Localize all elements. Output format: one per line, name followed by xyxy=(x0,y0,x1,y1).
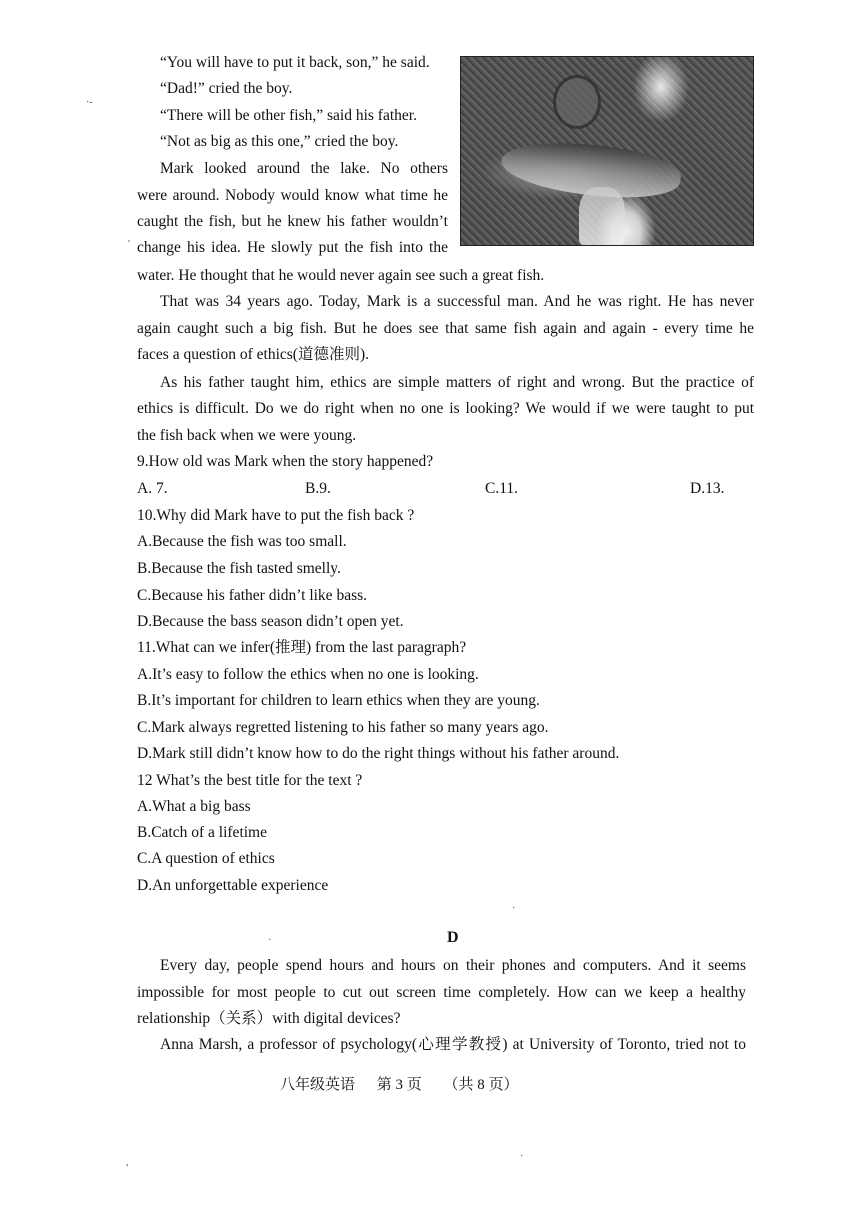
dialogue-line: “You will have to put it back, son,” he said. xyxy=(160,54,430,71)
question-9-option-a[interactable]: A. 7. xyxy=(137,480,168,497)
story-paragraph-line: faces a question of ethics(道德准则). xyxy=(137,346,370,363)
story-paragraph-line: were around. Nobody would know what time he xyxy=(137,187,448,204)
question-11-option-d[interactable]: D.Mark still didn’t know how to do the right things without his father around. xyxy=(137,745,620,762)
story-paragraph-line: water. He thought that he would never again see such a great fish. xyxy=(137,267,545,284)
question-9-option-d[interactable]: D.13. xyxy=(690,480,725,497)
question-9-stem: 9.How old was Mark when the story happened? xyxy=(137,453,434,470)
story-paragraph-line: the fish back when we were young. xyxy=(137,427,357,444)
scan-speck: ' xyxy=(128,239,130,250)
question-11-option-a[interactable]: A.It’s easy to follow the ethics when no one is looking. xyxy=(137,666,479,683)
section-d-paragraph-line: impossible for most people to cut out screen time completely. How can we keep a healthy xyxy=(137,984,746,1001)
question-12-option-b[interactable]: B.Catch of a lifetime xyxy=(137,824,267,841)
scan-speck: · xyxy=(268,935,272,946)
question-12-option-d[interactable]: D.An unforgettable experience xyxy=(137,877,329,894)
footer-total-pages: （共 8 页） xyxy=(443,1077,519,1093)
hand-shape xyxy=(579,187,625,245)
question-10-option-c[interactable]: C.Because his father didn’t like bass. xyxy=(137,587,368,604)
scan-speck: ·- xyxy=(86,97,93,108)
question-11-stem: 11.What can we infer(推理) from the last paragraph? xyxy=(137,639,467,656)
question-11-option-b[interactable]: B.It’s important for children to learn ethics when they are young. xyxy=(137,692,540,709)
question-11-option-c[interactable]: C.Mark always regretted listening to his father so many years ago. xyxy=(137,719,549,736)
dialogue-line: “Not as big as this one,” cried the boy. xyxy=(160,133,399,150)
story-paragraph-line: ethics is difficult. Do we do right when no one is looking? We would if we were taught to put xyxy=(137,400,754,417)
dialogue-line: “There will be other fish,” said his father. xyxy=(160,107,417,124)
question-10-option-d[interactable]: D.Because the bass season didn’t open yet. xyxy=(137,613,404,630)
story-paragraph-line: again caught such a big fish. But he does see that same fish again and again - every time he xyxy=(137,320,754,337)
footer-page-number: 第 3 页 xyxy=(376,1077,422,1093)
story-paragraph-line: caught the fish, but he knew his father wouldn’t xyxy=(137,213,448,230)
question-12-stem: 12 What’s the best title for the text ? xyxy=(137,772,363,789)
section-d-heading: D xyxy=(447,929,459,946)
scan-speck: · xyxy=(512,903,516,914)
question-9-option-c[interactable]: C.11. xyxy=(485,480,519,497)
question-10-stem: 10.Why did Mark have to put the fish back ? xyxy=(137,507,415,524)
scan-speck: · xyxy=(520,1151,524,1162)
boy-holding-fish-photo xyxy=(460,56,754,246)
question-10-option-b[interactable]: B.Because the fish tasted smelly. xyxy=(137,560,341,577)
story-paragraph-line: As his father taught him, ethics are simple matters of right and wrong. But the practice of xyxy=(160,374,754,391)
story-paragraph-line: Mark looked around the lake. No others xyxy=(160,160,448,177)
question-12-option-c[interactable]: C.A question of ethics xyxy=(137,850,275,867)
boy-head-shape xyxy=(553,75,601,129)
question-12-option-a[interactable]: A.What a big bass xyxy=(137,798,251,815)
dialogue-line: “Dad!” cried the boy. xyxy=(160,80,293,97)
page-footer xyxy=(280,1075,537,1095)
scan-speck: , xyxy=(126,1157,129,1168)
story-paragraph-line: change his idea. He slowly put the fish into the xyxy=(137,239,448,256)
question-10-option-a[interactable]: A.Because the fish was too small. xyxy=(137,533,347,550)
section-d-paragraph-line: Anna Marsh, a professor of psychology(心理学教授) at University of Toronto, tried not to xyxy=(160,1036,746,1053)
footer-subject: 八年级英语 xyxy=(280,1077,356,1093)
section-d-paragraph-line: Every day, people spend hours and hours on their phones and computers. And it seems xyxy=(160,957,746,974)
question-9-option-b[interactable]: B.9. xyxy=(305,480,331,497)
section-d-paragraph-line: relationship（关系）with digital devices? xyxy=(137,1010,401,1027)
story-paragraph-line: That was 34 years ago. Today, Mark is a successful man. And he was right. He has never xyxy=(160,293,754,310)
